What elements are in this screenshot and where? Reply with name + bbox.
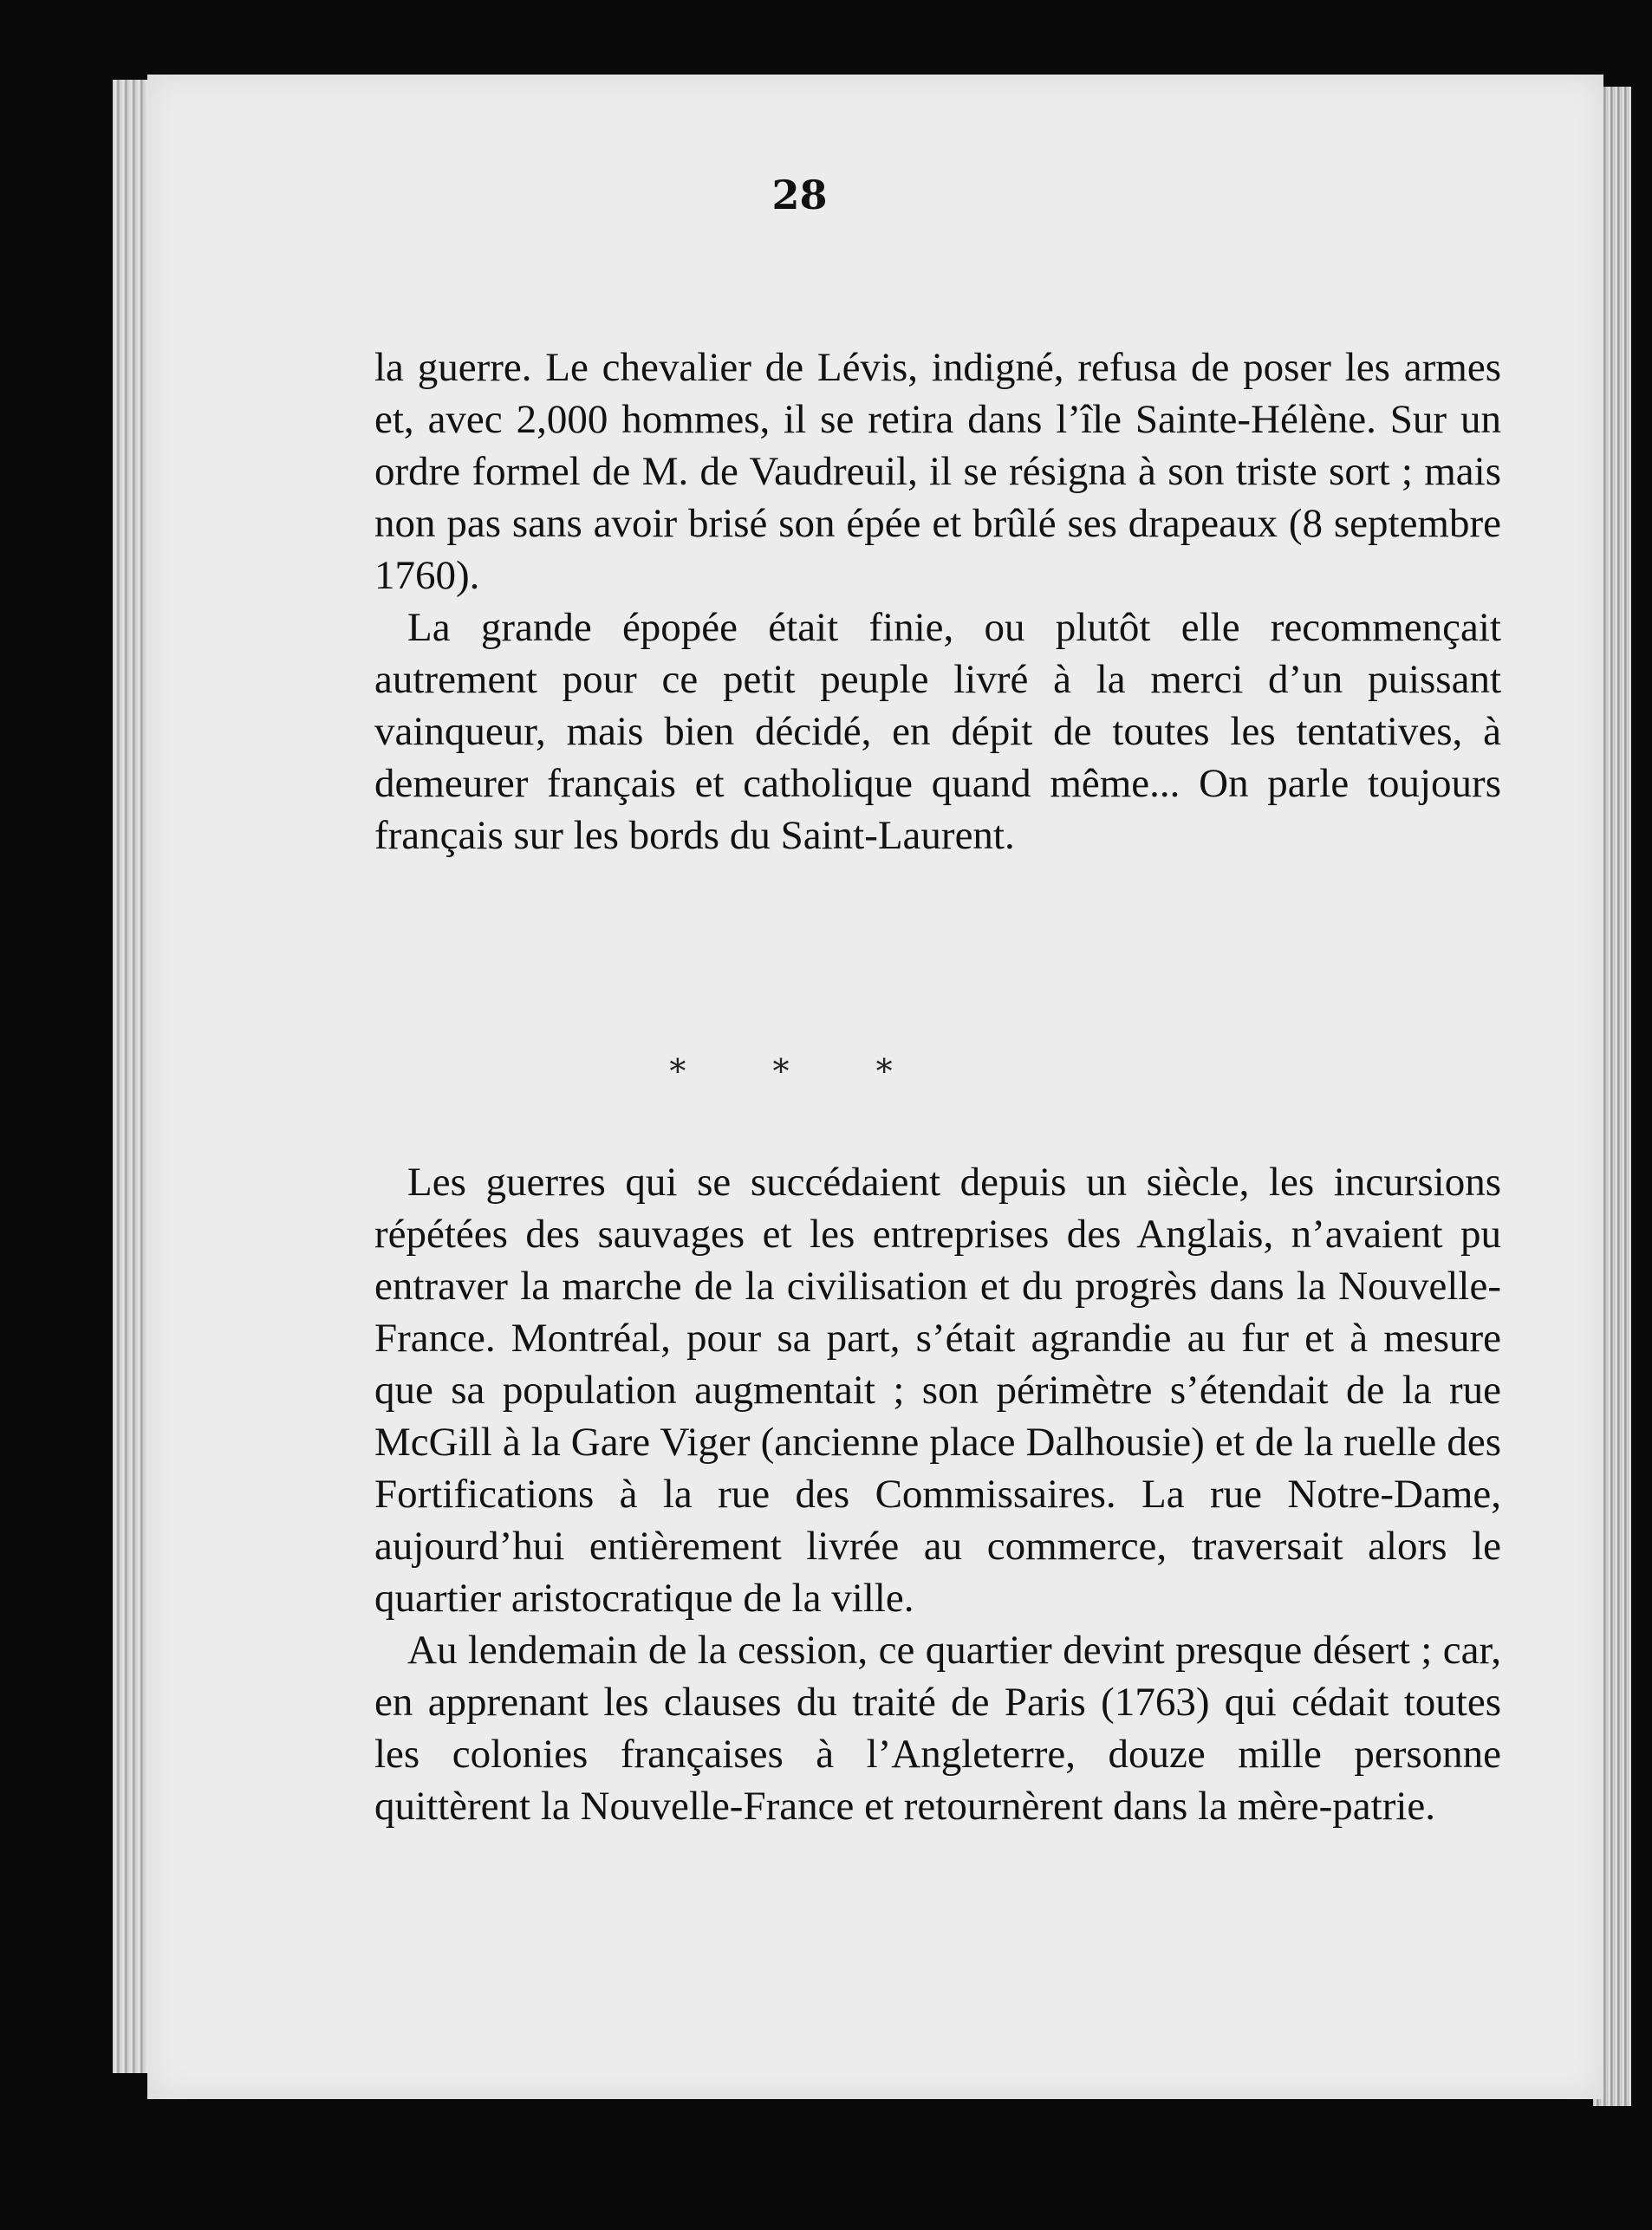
- text-section-1: [374, 341, 1501, 861]
- text-section-2: [374, 1156, 1501, 1832]
- book-page: [147, 75, 1603, 2099]
- section-separator: * * *: [669, 1052, 931, 1090]
- paragraph-continued: la guerre. Le chevalier de Lévis, indigné, refusa de poser les armes et, avec 2,000 hommes, il se retira dans l’île Sainte-Hélène. Sur un ordre formel de M. de Vaudreuil, il se résigna à son triste sort ; mais non pas sans avoir brisé son épée et brûlé ses drapeaux (8 septembre 1760).: [374, 345, 1501, 598]
- paragraph: Les guerres qui se succédaient depuis un siècle, les incursions répétées des sauvages et les entreprises des Anglais, n’avaient pu entraver la marche de la civilisation et du progrès dans la Nouvelle-France. Montréal, pour sa part, s’était agrandie au fur et à mesure que sa population augmentait ; son périmètre s’étendait de la rue McGill à la Gare Viger (ancienne place Dalhousie) et de la ruelle des Fortifications à la rue des Commissaires. La rue Notre-Dame, aujourd’hui entièrement livrée au commerce, traversait alors le quartier aristocratique de la ville.: [374, 1160, 1501, 1621]
- page-number: 28: [771, 172, 828, 218]
- paragraph: Au lendemain de la cession, ce quartier devint presque désert ; car, en apprenant les clauses du traité de Paris (1763) qui cédait toutes les colonies françaises à l’Angleterre, douze mille personne quittèrent la Nouvelle-France et retournèrent dans la mère-patrie.: [374, 1628, 1501, 1829]
- paragraph: La grande épopée était finie, ou plutôt elle recommençait autrement pour ce petit peuple livré à la merci d’un puissant vainqueur, mais bien décidé, en dépit de toutes les tentatives, à demeurer français et catholique quand même... On parle toujours français sur les bords du Saint-Laurent.: [374, 605, 1501, 858]
